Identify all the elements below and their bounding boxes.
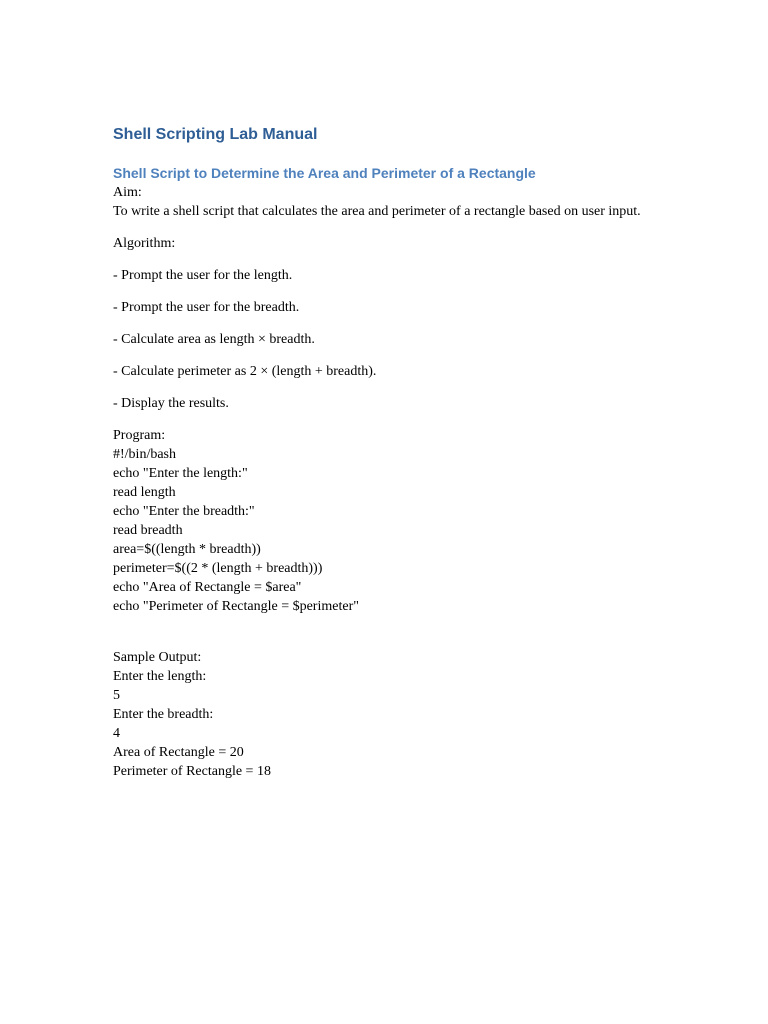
document-body [113,124,653,781]
algorithm-step: - Prompt the user for the breadth. [113,300,300,315]
sample-output-label: Sample Output: [113,650,202,665]
code-line: echo "Perimeter of Rectangle = $perimeter" [113,599,359,614]
program-label: Program: [113,428,166,443]
code-line: echo "Enter the length:" [113,466,248,481]
aim-label: Aim: [113,185,142,200]
code-line: echo "Area of Rectangle = $area" [113,580,302,595]
algorithm-step: - Calculate perimeter as 2 × (length + breadth). [113,364,377,379]
document-title: Shell Scripting Lab Manual [113,126,318,143]
program-code-block-3 [113,578,653,616]
section-heading: Shell Script to Determine the Area and Perimeter of a Rectangle [113,165,536,181]
code-line: area=$((length * breadth)) [113,542,261,557]
code-line: #!/bin/bash [113,447,176,462]
output-line: 4 [113,726,120,741]
output-line: Enter the breadth: [113,707,214,722]
output-line: 5 [113,688,120,703]
code-line: read length [113,485,176,500]
output-line: Area of Rectangle = 20 [113,745,244,760]
code-line: read breadth [113,523,183,538]
program-code-block-2 [113,540,653,578]
algorithm-step: - Prompt the user for the length. [113,268,293,283]
program-code-block-1 [113,445,653,540]
algorithm-label: Algorithm: [113,236,176,251]
code-line: echo "Enter the breadth:" [113,504,255,519]
aim-text: To write a shell script that calculates the area and perimeter of a rectangle based on user input. [113,204,641,219]
code-line: perimeter=$((2 * (length + breadth))) [113,561,323,576]
output-line: Enter the length: [113,669,207,684]
algorithm-step: - Calculate area as length × breadth. [113,332,315,347]
output-line: Perimeter of Rectangle = 18 [113,764,271,779]
sample-output-block [113,667,653,781]
algorithm-step: - Display the results. [113,396,229,411]
